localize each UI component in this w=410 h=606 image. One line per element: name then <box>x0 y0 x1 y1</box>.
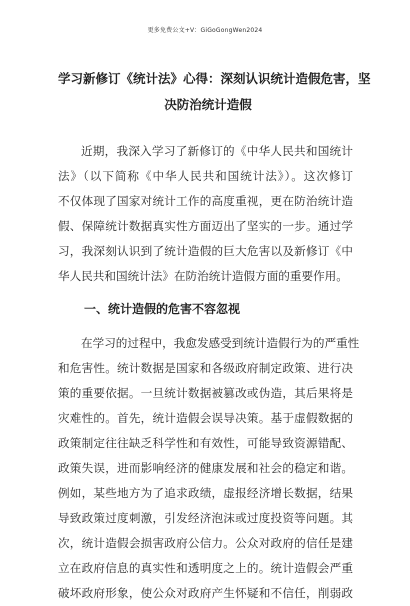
title-line: 决防治统计造假 <box>164 97 252 112</box>
paragraph-line: 近期，我深入学习了新修订的《中华人民共和国统计 <box>81 144 353 158</box>
paragraph-line: 华人民共和国统计法》在防治统计造假方面的重要作用。 <box>58 269 348 283</box>
paragraph-line: 策的重要依据。一旦统计数据被篡改或伪造，其后果将是 <box>58 386 353 400</box>
body-paragraph <box>58 331 360 606</box>
paragraph-line: 习，我深刻认识到了统计造假的巨大危害以及新修订《中 <box>58 244 353 258</box>
paragraph-line: 在学习的过程中，我愈发感受到统计造假行为的严重性 <box>81 336 360 350</box>
paragraph-line: 导致政策过度刺激，引发经济泡沫或过度投资等问题。其 <box>58 511 353 525</box>
title-line: 学习新修订《统计法》心得：深刻认识统计造假危害，坚 <box>58 71 371 86</box>
paragraph-line: 灾难性的。首先，统计造假会误导决策。基于虚假数据的 <box>58 411 353 425</box>
paragraph-line: 和危害性。统计数据是国家和各级政府制定政策、进行决 <box>58 361 353 375</box>
paragraph-line: 次，统计造假会损害政府公信力。公众对政府的信任是建 <box>58 536 353 550</box>
paragraph-line: 政策失误，进而影响经济的健康发展和社会的稳定和谐。 <box>58 461 353 475</box>
paragraph-line: 立在政府信息的真实性和透明度之上的。统计造假会严重 <box>58 561 353 575</box>
paragraph-line: 例如，某些地方为了追求政绩，虚报经济增长数据，结果 <box>58 486 353 500</box>
intro-paragraph <box>58 139 353 289</box>
document-title <box>58 66 371 118</box>
header-note: 更多免费公文+V：GiGoGongWen2024 <box>147 27 263 34</box>
paragraph-line: 破坏政府形象，使公众对政府产生怀疑和不信任，削弱政 <box>58 586 353 600</box>
section-heading: 一、统计造假的危害不容忽视 <box>84 302 241 316</box>
paragraph-line: 假、保障统计数据真实性方面迈出了坚实的一步。通过学 <box>58 219 353 233</box>
paragraph-line: 法》（以下简称《中华人民共和国统计法》）。这次修订 <box>58 169 353 183</box>
paragraph-line: 不仅体现了国家对统计工作的高度重视，更在防治统计造 <box>58 194 353 208</box>
paragraph-line: 政策制定往往缺乏科学性和有效性，可能导致资源错配、 <box>58 436 353 450</box>
